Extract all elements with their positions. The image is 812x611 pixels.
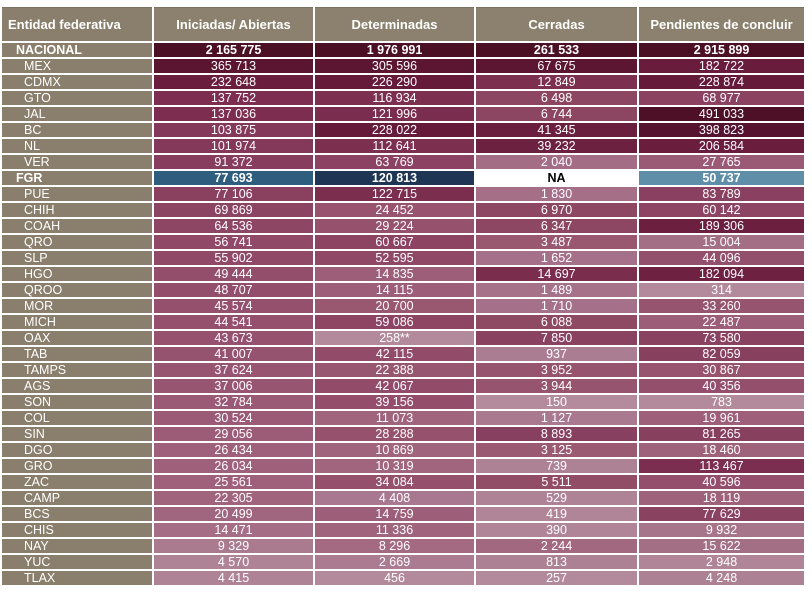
column-header-cerradas: Cerradas [476, 7, 637, 41]
cell-entidad: SLP [2, 251, 152, 265]
cell-cerradas: 7 850 [476, 331, 637, 345]
cell-entidad: MOR [2, 299, 152, 313]
cell-iniciadas: 43 673 [154, 331, 313, 345]
cell-determinadas: 22 388 [315, 363, 474, 377]
cell-entidad: BC [2, 123, 152, 137]
table-row [2, 379, 804, 393]
cell-determinadas: 121 996 [315, 107, 474, 121]
table-row [2, 363, 804, 377]
cell-cerradas: 419 [476, 507, 637, 521]
table-row [2, 395, 804, 409]
cell-iniciadas: 9 329 [154, 539, 313, 553]
cell-pendientes: 68 977 [639, 91, 804, 105]
cell-iniciadas: 137 036 [154, 107, 313, 121]
cell-iniciadas: 30 524 [154, 411, 313, 425]
cell-iniciadas: 69 869 [154, 203, 313, 217]
cell-iniciadas: 26 434 [154, 443, 313, 457]
cell-entidad: PUE [2, 187, 152, 201]
cell-iniciadas: 4 415 [154, 571, 313, 585]
cell-cerradas: 1 830 [476, 187, 637, 201]
cell-cerradas: 41 345 [476, 123, 637, 137]
cell-entidad: CDMX [2, 75, 152, 89]
cell-determinadas: 14 835 [315, 267, 474, 281]
cell-entidad: GRO [2, 459, 152, 473]
cell-determinadas: 60 667 [315, 235, 474, 249]
cell-iniciadas: 4 570 [154, 555, 313, 569]
cell-determinadas: 20 700 [315, 299, 474, 313]
cell-determinadas: 1 976 991 [315, 43, 474, 57]
cell-entidad: CHIH [2, 203, 152, 217]
cell-cerradas: 1 489 [476, 283, 637, 297]
cell-pendientes: 40 356 [639, 379, 804, 393]
cell-iniciadas: 20 499 [154, 507, 313, 521]
cell-pendientes: 228 874 [639, 75, 804, 89]
cell-iniciadas: 55 902 [154, 251, 313, 265]
cell-determinadas: 59 086 [315, 315, 474, 329]
cell-entidad: TLAX [2, 571, 152, 585]
cell-determinadas: 226 290 [315, 75, 474, 89]
cell-cerradas: 14 697 [476, 267, 637, 281]
cell-entidad: JAL [2, 107, 152, 121]
table-row [2, 251, 804, 265]
table-row [2, 555, 804, 569]
table-row [2, 91, 804, 105]
cell-determinadas: 305 596 [315, 59, 474, 73]
table-row [2, 475, 804, 489]
cell-iniciadas: 101 974 [154, 139, 313, 153]
cell-pendientes: 491 033 [639, 107, 804, 121]
cell-cerradas: 2 244 [476, 539, 637, 553]
cell-iniciadas: 137 752 [154, 91, 313, 105]
cell-determinadas: 42 067 [315, 379, 474, 393]
cell-determinadas: 28 288 [315, 427, 474, 441]
cell-entidad: NAY [2, 539, 152, 553]
cell-iniciadas: 91 372 [154, 155, 313, 169]
cell-determinadas: 42 115 [315, 347, 474, 361]
table-row [2, 75, 804, 89]
cell-determinadas: 4 408 [315, 491, 474, 505]
cell-cerradas: 6 744 [476, 107, 637, 121]
cell-entidad: OAX [2, 331, 152, 345]
cell-determinadas: 456 [315, 571, 474, 585]
cell-iniciadas: 37 006 [154, 379, 313, 393]
cell-cerradas: 8 893 [476, 427, 637, 441]
cell-cerradas: 1 652 [476, 251, 637, 265]
cell-determinadas: 112 641 [315, 139, 474, 153]
cell-iniciadas: 56 741 [154, 235, 313, 249]
cell-entidad: TAMPS [2, 363, 152, 377]
cell-iniciadas: 37 624 [154, 363, 313, 377]
table-row [2, 507, 804, 521]
cell-iniciadas: 44 541 [154, 315, 313, 329]
cell-entidad: AGS [2, 379, 152, 393]
column-header-pendientes: Pendientes de concluir [639, 7, 804, 41]
cell-determinadas: 8 296 [315, 539, 474, 553]
cell-iniciadas: 26 034 [154, 459, 313, 473]
cell-determinadas: 120 813 [315, 171, 474, 185]
cell-iniciadas: 103 875 [154, 123, 313, 137]
cell-pendientes: 783 [639, 395, 804, 409]
cell-pendientes: 206 584 [639, 139, 804, 153]
table-row [2, 459, 804, 473]
cell-pendientes: 44 096 [639, 251, 804, 265]
cell-entidad: VER [2, 155, 152, 169]
cell-pendientes: 4 248 [639, 571, 804, 585]
cell-determinadas: 122 715 [315, 187, 474, 201]
table-row [2, 523, 804, 537]
cell-cerradas: 12 849 [476, 75, 637, 89]
table-row [2, 219, 804, 233]
cell-pendientes: 60 142 [639, 203, 804, 217]
cell-cerradas: 150 [476, 395, 637, 409]
cell-entidad: ZAC [2, 475, 152, 489]
cell-iniciadas: 29 056 [154, 427, 313, 441]
cell-iniciadas: 48 707 [154, 283, 313, 297]
table-row [2, 427, 804, 441]
cell-cerradas: 5 511 [476, 475, 637, 489]
cell-cerradas: 3 952 [476, 363, 637, 377]
table-row [2, 411, 804, 425]
table-row [2, 267, 804, 281]
cell-determinadas: 11 336 [315, 523, 474, 537]
cell-cerradas: 813 [476, 555, 637, 569]
cell-determinadas: 39 156 [315, 395, 474, 409]
cell-pendientes: 18 119 [639, 491, 804, 505]
cell-iniciadas: 49 444 [154, 267, 313, 281]
cell-cerradas: 739 [476, 459, 637, 473]
cell-entidad: NL [2, 139, 152, 153]
cell-pendientes: 182 722 [639, 59, 804, 73]
cell-cerradas: 529 [476, 491, 637, 505]
cell-pendientes: 82 059 [639, 347, 804, 361]
cell-iniciadas: 64 536 [154, 219, 313, 233]
table-row [2, 539, 804, 553]
cell-pendientes: 77 629 [639, 507, 804, 521]
cell-cerradas: 3 487 [476, 235, 637, 249]
cell-entidad: SON [2, 395, 152, 409]
cell-cerradas: 67 675 [476, 59, 637, 73]
table-row [2, 107, 804, 121]
cell-cerradas: 6 498 [476, 91, 637, 105]
cell-determinadas: 228 022 [315, 123, 474, 137]
cell-determinadas: 24 452 [315, 203, 474, 217]
cell-cerradas: 6 347 [476, 219, 637, 233]
cell-cerradas: 261 533 [476, 43, 637, 57]
cell-pendientes: 398 823 [639, 123, 804, 137]
cell-iniciadas: 22 305 [154, 491, 313, 505]
cell-entidad: DGO [2, 443, 152, 457]
table-row [2, 59, 804, 73]
cell-cerradas: 39 232 [476, 139, 637, 153]
cell-iniciadas: 77 693 [154, 171, 313, 185]
table-row [2, 155, 804, 169]
cell-cerradas: 3 125 [476, 443, 637, 457]
cell-cerradas: 6 970 [476, 203, 637, 217]
cell-determinadas: 10 869 [315, 443, 474, 457]
cell-pendientes: 30 867 [639, 363, 804, 377]
table-row [2, 331, 804, 345]
cell-entidad: FGR [2, 171, 152, 185]
table-row [2, 235, 804, 249]
table-row [2, 491, 804, 505]
cell-cerradas: 1 127 [476, 411, 637, 425]
cell-cerradas: 2 040 [476, 155, 637, 169]
table-row [2, 171, 804, 185]
cell-entidad: MEX [2, 59, 152, 73]
cell-iniciadas: 25 561 [154, 475, 313, 489]
cell-entidad: HGO [2, 267, 152, 281]
cell-entidad: CAMP [2, 491, 152, 505]
cell-entidad: NACIONAL [2, 43, 152, 57]
cell-cerradas: 937 [476, 347, 637, 361]
cell-pendientes: 314 [639, 283, 804, 297]
cell-iniciadas: 32 784 [154, 395, 313, 409]
cell-pendientes: 18 460 [639, 443, 804, 457]
cell-determinadas: 10 319 [315, 459, 474, 473]
cell-entidad: SIN [2, 427, 152, 441]
cell-iniciadas: 77 106 [154, 187, 313, 201]
cell-pendientes: 40 596 [639, 475, 804, 489]
cell-determinadas: 63 769 [315, 155, 474, 169]
table-row [2, 203, 804, 217]
cell-entidad: BCS [2, 507, 152, 521]
cell-entidad: COL [2, 411, 152, 425]
cell-pendientes: 2 915 899 [639, 43, 804, 57]
column-header-entidad: Entidad federativa [2, 7, 152, 41]
cell-iniciadas: 41 007 [154, 347, 313, 361]
table-row [2, 299, 804, 313]
cell-determinadas: 34 084 [315, 475, 474, 489]
cell-cerradas: 1 710 [476, 299, 637, 313]
cell-cerradas: 3 944 [476, 379, 637, 393]
cell-determinadas: 258** [315, 331, 474, 345]
cell-cerradas: 257 [476, 571, 637, 585]
cell-entidad: MICH [2, 315, 152, 329]
cell-entidad: QRO [2, 235, 152, 249]
table-body [2, 43, 804, 585]
cell-entidad: CHIS [2, 523, 152, 537]
cell-pendientes: 22 487 [639, 315, 804, 329]
table-row [2, 347, 804, 361]
cell-entidad: YUC [2, 555, 152, 569]
cell-pendientes: 83 789 [639, 187, 804, 201]
cell-determinadas: 14 759 [315, 507, 474, 521]
cell-iniciadas: 365 713 [154, 59, 313, 73]
cell-iniciadas: 2 165 775 [154, 43, 313, 57]
table-row [2, 139, 804, 153]
cell-determinadas: 116 934 [315, 91, 474, 105]
cell-pendientes: 182 094 [639, 267, 804, 281]
cell-pendientes: 19 961 [639, 411, 804, 425]
table-row [2, 443, 804, 457]
cell-pendientes: 50 737 [639, 171, 804, 185]
column-header-iniciadas: Iniciadas/ Abiertas [154, 7, 313, 41]
cell-cerradas: NA [476, 171, 637, 185]
cell-iniciadas: 14 471 [154, 523, 313, 537]
cell-determinadas: 29 224 [315, 219, 474, 233]
table-header-row [2, 7, 804, 41]
table-row [2, 187, 804, 201]
column-header-determinadas: Determinadas [315, 7, 474, 41]
cell-iniciadas: 232 648 [154, 75, 313, 89]
cell-entidad: GTO [2, 91, 152, 105]
cell-pendientes: 27 765 [639, 155, 804, 169]
cell-entidad: COAH [2, 219, 152, 233]
cell-determinadas: 11 073 [315, 411, 474, 425]
cell-pendientes: 33 260 [639, 299, 804, 313]
cell-pendientes: 189 306 [639, 219, 804, 233]
cell-determinadas: 14 115 [315, 283, 474, 297]
cell-entidad: TAB [2, 347, 152, 361]
table-row [2, 123, 804, 137]
cell-pendientes: 81 265 [639, 427, 804, 441]
cell-entidad: QROO [2, 283, 152, 297]
cell-determinadas: 52 595 [315, 251, 474, 265]
cell-pendientes: 113 467 [639, 459, 804, 473]
cell-pendientes: 73 580 [639, 331, 804, 345]
cell-cerradas: 390 [476, 523, 637, 537]
fiscalias-data-table [0, 5, 806, 587]
cell-pendientes: 15 004 [639, 235, 804, 249]
table-row [2, 571, 804, 585]
cell-iniciadas: 45 574 [154, 299, 313, 313]
cell-pendientes: 15 622 [639, 539, 804, 553]
table-row [2, 315, 804, 329]
cell-pendientes: 9 932 [639, 523, 804, 537]
cell-pendientes: 2 948 [639, 555, 804, 569]
cell-cerradas: 6 088 [476, 315, 637, 329]
table-row [2, 283, 804, 297]
table-row [2, 43, 804, 57]
cell-determinadas: 2 669 [315, 555, 474, 569]
